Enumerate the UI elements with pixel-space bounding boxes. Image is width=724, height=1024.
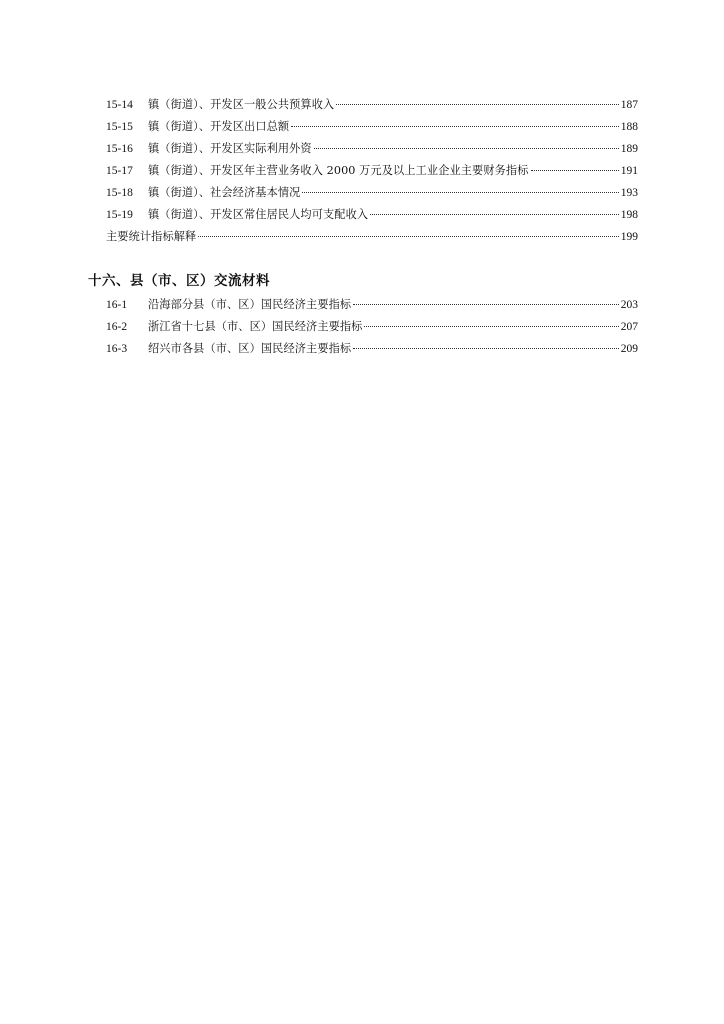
entry-title: 镇（街道）、开发区出口总额: [148, 120, 290, 133]
dot-leader: [364, 325, 618, 327]
toc-entry-16-1[interactable]: [88, 294, 638, 316]
toc-entry-indicator-explanation[interactable]: [88, 226, 638, 248]
entry-title: 镇（街道）、开发区实际利用外资: [148, 142, 312, 155]
entry-page-number: 203: [620, 299, 638, 311]
toc-entry-15-19[interactable]: [88, 204, 638, 226]
entry-page-number: 189: [620, 143, 638, 155]
entry-title: 绍兴市各县（市、区）国民经济主要指标: [148, 342, 352, 355]
entry-title: 镇（街道）、社会经济基本情况: [148, 186, 301, 199]
dot-leader: [336, 103, 618, 105]
entry-title: 主要统计指标解释: [106, 230, 197, 243]
entry-number: 15-16: [106, 143, 133, 155]
toc-entry-15-14[interactable]: [88, 94, 638, 116]
section-heading: 十六、县（市、区）交流材料: [88, 273, 270, 289]
toc-entry-16-3[interactable]: [88, 338, 638, 360]
toc-entry-15-15[interactable]: [88, 116, 638, 138]
entry-number: 15-14: [106, 99, 133, 111]
toc-entry-15-16[interactable]: [88, 138, 638, 160]
entry-page-number: 193: [620, 187, 638, 199]
entry-number: 15-18: [106, 187, 133, 199]
dot-leader: [353, 303, 619, 305]
entry-number: 16-3: [106, 343, 128, 355]
entry-title: 浙江省十七县（市、区）国民经济主要指标: [148, 320, 363, 333]
entry-page-number: 207: [620, 321, 638, 333]
entry-number: 15-15: [106, 121, 133, 133]
dot-leader: [370, 213, 619, 215]
entry-title: 镇（街道）、开发区年主营业务收入 2000 万元及以上工业企业主要财务指标: [148, 164, 529, 177]
entry-page-number: 188: [620, 121, 638, 133]
entry-title: 镇（街道）、开发区常住居民人均可支配收入: [148, 208, 369, 221]
toc-entry-15-18[interactable]: [88, 182, 638, 204]
table-of-contents: [88, 94, 638, 360]
entry-page-number: 187: [620, 99, 638, 111]
dot-leader: [314, 147, 619, 149]
entry-title: 沿海部分县（市、区）国民经济主要指标: [148, 298, 352, 311]
toc-entry-16-2[interactable]: [88, 316, 638, 338]
dot-leader: [353, 347, 619, 349]
entry-title: 镇（街道）、开发区一般公共预算收入: [148, 98, 335, 111]
entry-number: 15-19: [106, 209, 133, 221]
dot-leader: [531, 169, 619, 171]
entry-page-number: 191: [620, 165, 638, 177]
entry-number: 16-2: [106, 321, 128, 333]
entry-page-number: 209: [620, 343, 638, 355]
toc-entry-15-17[interactable]: [88, 160, 638, 182]
entry-number: 16-1: [106, 299, 128, 311]
entry-number: 15-17: [106, 165, 133, 177]
entry-page-number: 199: [620, 231, 638, 243]
dot-leader: [198, 235, 618, 237]
entry-page-number: 198: [620, 209, 638, 221]
dot-leader: [291, 125, 619, 127]
dot-leader: [302, 191, 618, 193]
